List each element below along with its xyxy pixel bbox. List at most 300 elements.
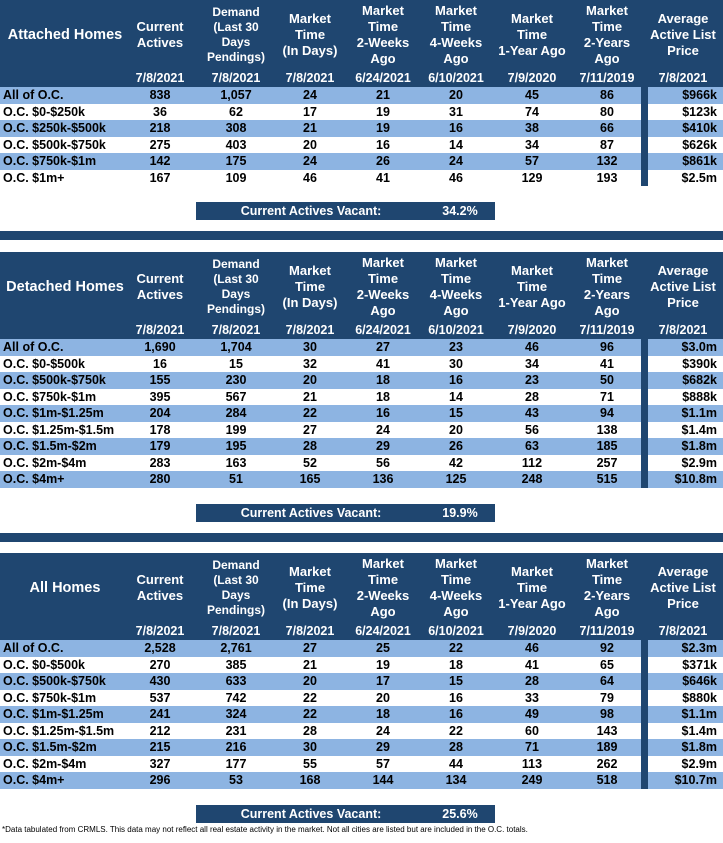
table-cell: 30	[303, 340, 317, 354]
table-cell: 98	[600, 707, 614, 721]
row-label: O.C. $250k-$500k	[3, 121, 106, 135]
table-cell: 20	[303, 137, 317, 152]
row-label: O.C. $500k-$750k	[3, 674, 106, 688]
table-row	[0, 756, 723, 773]
table-cell: 41	[525, 657, 539, 672]
table-cell: 215	[149, 740, 171, 754]
table-cell: 212	[149, 723, 171, 738]
table-cell: 1,704	[220, 340, 252, 354]
table-cell: 230	[225, 373, 247, 387]
column-header: Market Time (In Days)	[282, 564, 338, 611]
table-cell: 34	[525, 356, 539, 371]
table-cell: 60	[525, 723, 539, 738]
price-value: $1.1m	[681, 406, 717, 420]
section-title: Detached Homes	[6, 279, 124, 295]
column-header: Market Time 2-Years Ago	[583, 3, 631, 66]
section-divider	[0, 231, 723, 240]
table-cell: 43	[525, 406, 539, 420]
table-cell: 143	[596, 723, 618, 738]
table-cell: 28	[449, 740, 463, 754]
table-cell: 66	[600, 121, 614, 135]
table-cell: 2,528	[144, 641, 176, 655]
section-divider	[0, 533, 723, 542]
table-cell: 1,690	[144, 340, 176, 354]
column-header: Current Actives	[136, 19, 184, 50]
table-cell: 16	[376, 137, 390, 152]
table-cell: 65	[600, 657, 614, 672]
table-cell: 26	[449, 439, 463, 453]
price-value: $410k	[682, 121, 717, 135]
section-title: All Homes	[29, 580, 101, 596]
table-cell: 96	[600, 340, 614, 354]
table-cell: 51	[229, 472, 243, 486]
table-cell: 129	[521, 170, 543, 185]
table-cell: 53	[229, 773, 243, 787]
table-row	[0, 389, 723, 406]
column-date: 7/8/2021	[658, 624, 708, 638]
table-cell: 275	[149, 137, 171, 152]
price-cell	[641, 657, 723, 674]
table-cell: 24	[376, 422, 390, 437]
table-cell: 395	[149, 389, 171, 404]
table-row	[0, 104, 723, 121]
column-date: 6/24/2021	[355, 624, 411, 638]
table-cell: 25	[376, 641, 390, 655]
price-cell	[641, 104, 723, 121]
column-header: Demand (Last 30 Days Pendings)	[206, 257, 265, 316]
column-header: Market Time 1-Year Ago	[498, 11, 566, 58]
column-header: Market Time 2-Years Ago	[583, 556, 631, 619]
price-cell	[641, 673, 723, 690]
table-cell: 28	[525, 674, 539, 688]
table-header	[0, 553, 723, 640]
table-cell: 16	[376, 406, 390, 420]
table-cell: 23	[525, 373, 539, 387]
table-cell: 284	[225, 406, 247, 420]
table-cell: 86	[600, 88, 614, 102]
table-cell: 29	[376, 740, 390, 754]
table-cell: 216	[225, 740, 247, 754]
table-cell: 29	[376, 439, 390, 453]
row-label: All of O.C.	[3, 340, 64, 354]
table-cell: 112	[521, 455, 543, 470]
table-cell: 18	[376, 373, 390, 387]
column-header: Market Time (In Days)	[282, 11, 338, 58]
row-label: O.C. $1.25m-$1.5m	[3, 422, 115, 437]
table-row	[0, 438, 723, 455]
price-cell	[641, 723, 723, 740]
table-cell: 56	[525, 422, 539, 437]
table-cell: 52	[303, 455, 317, 470]
table-cell: 204	[149, 406, 171, 420]
table-cell: 22	[303, 690, 317, 705]
table-cell: 165	[299, 472, 321, 486]
table-row	[0, 120, 723, 137]
row-label: O.C. $2m-$4m	[3, 455, 87, 470]
table-cell: 175	[225, 154, 247, 168]
price-value: $626k	[682, 137, 717, 152]
vacancy-bar	[196, 202, 495, 220]
table-cell: 21	[376, 88, 390, 102]
table-cell: 16	[153, 356, 167, 371]
column-header: Market Time 1-Year Ago	[498, 564, 566, 611]
price-value: $1.4m	[681, 422, 717, 437]
table-cell: 20	[449, 88, 463, 102]
vacancy-value: 19.9%	[442, 505, 478, 520]
table-cell: 31	[449, 104, 463, 119]
price-cell	[641, 356, 723, 373]
column-date: 7/9/2020	[507, 71, 557, 85]
table-cell: 46	[303, 170, 317, 185]
price-value: $682k	[682, 373, 717, 387]
row-label: O.C. $0-$500k	[3, 356, 85, 371]
row-label: O.C. $0-$500k	[3, 657, 85, 672]
table-cell: 28	[303, 723, 317, 738]
table-cell: 20	[376, 690, 390, 705]
column-date: 7/8/2021	[285, 323, 335, 337]
table-cell: 20	[303, 674, 317, 688]
table-cell: 41	[376, 170, 390, 185]
table-cell: 518	[596, 773, 618, 787]
table-cell: 324	[225, 707, 247, 721]
table-row	[0, 87, 723, 104]
table-cell: 55	[303, 756, 317, 771]
column-date: 6/10/2021	[428, 624, 484, 638]
column-date: 6/24/2021	[355, 71, 411, 85]
column-date: 7/11/2019	[579, 71, 635, 85]
column-date: 7/8/2021	[658, 323, 708, 337]
column-date: 6/10/2021	[428, 323, 484, 337]
table-row	[0, 690, 723, 707]
table-cell: 21	[303, 657, 317, 672]
table-cell: 231	[225, 723, 247, 738]
price-cell	[641, 372, 723, 389]
price-cell	[641, 772, 723, 789]
table-cell: 28	[525, 389, 539, 404]
table-cell: 838	[149, 88, 171, 102]
vacancy-bar	[196, 805, 495, 823]
row-label: O.C. $1.5m-$2m	[3, 439, 97, 453]
table-row	[0, 356, 723, 373]
table-cell: 22	[303, 707, 317, 721]
table-section	[0, 0, 723, 218]
column-header: Market Time 2-Years Ago	[583, 255, 631, 318]
table-row	[0, 339, 723, 356]
table-cell: 262	[596, 756, 618, 771]
column-header: Market Time 2-Weeks Ago	[356, 3, 410, 66]
price-value: $861k	[682, 154, 717, 168]
table-cell: 21	[303, 121, 317, 135]
row-label: O.C. $1.5m-$2m	[3, 740, 97, 754]
table-cell: 15	[449, 406, 463, 420]
table-cell: 32	[303, 356, 317, 371]
table-cell: 71	[600, 389, 614, 404]
table-cell: 567	[225, 389, 247, 404]
column-date: 6/24/2021	[355, 323, 411, 337]
column-date: 7/8/2021	[285, 71, 335, 85]
table-cell: 195	[225, 439, 247, 453]
column-header: Market Time (In Days)	[282, 263, 338, 310]
table-cell: 22	[303, 406, 317, 420]
table-cell: 403	[225, 137, 247, 152]
table-header	[0, 0, 723, 87]
table-cell: 18	[376, 389, 390, 404]
table-cell: 92	[600, 641, 614, 655]
table-cell: 218	[149, 121, 171, 135]
table-cell: 20	[303, 373, 317, 387]
table-cell: 45	[525, 88, 539, 102]
price-cell	[641, 756, 723, 773]
column-header: Demand (Last 30 Days Pendings)	[206, 558, 265, 617]
table-row	[0, 153, 723, 170]
row-label: O.C. $1.25m-$1.5m	[3, 723, 115, 738]
table-cell: 168	[299, 773, 321, 787]
table-cell: 27	[376, 340, 390, 354]
table-cell: 177	[225, 756, 247, 771]
vacancy-label: Current Actives Vacant:	[240, 806, 382, 821]
table-cell: 27	[303, 641, 317, 655]
price-value: $1.8m	[681, 439, 717, 453]
table-row	[0, 372, 723, 389]
price-value: $2.9m	[681, 455, 717, 470]
table-cell: 23	[449, 340, 463, 354]
table-cell: 16	[449, 707, 463, 721]
table-cell: 19	[376, 104, 390, 119]
row-label: O.C. $4m+	[3, 472, 65, 486]
table-row	[0, 137, 723, 154]
row-label: O.C. $4m+	[3, 773, 65, 787]
table-cell: 80	[600, 104, 614, 119]
column-date: 7/8/2021	[211, 323, 261, 337]
column-header: Current Actives	[136, 271, 184, 302]
price-cell	[641, 389, 723, 406]
price-cell	[641, 120, 723, 137]
column-date: 7/11/2019	[579, 624, 635, 638]
price-value: $123k	[682, 104, 717, 119]
table-cell: 742	[225, 690, 247, 705]
table-cell: 41	[600, 356, 614, 371]
price-cell	[641, 153, 723, 170]
price-value: $1.8m	[681, 740, 717, 754]
price-cell	[641, 170, 723, 187]
table-cell: 24	[449, 154, 463, 168]
price-cell	[641, 87, 723, 104]
column-date: 7/9/2020	[507, 624, 557, 638]
column-header: Demand (Last 30 Days Pendings)	[206, 5, 265, 64]
table-row	[0, 657, 723, 674]
table-cell: 241	[149, 707, 171, 721]
table-cell: 185	[596, 439, 618, 453]
table-cell: 30	[303, 740, 317, 754]
price-cell	[641, 339, 723, 356]
price-cell	[641, 137, 723, 154]
table-cell: 36	[153, 104, 167, 119]
table-row	[0, 673, 723, 690]
price-value: $390k	[682, 356, 717, 371]
table-cell: 296	[149, 773, 171, 787]
table-cell: 142	[149, 154, 171, 168]
column-date: 7/8/2021	[135, 624, 185, 638]
table-cell: 178	[149, 422, 171, 437]
table-cell: 136	[372, 472, 394, 486]
table-cell: 125	[445, 472, 467, 486]
price-cell	[641, 706, 723, 723]
table-cell: 199	[225, 422, 247, 437]
table-cell: 24	[303, 154, 317, 168]
column-header: Average Active List Price	[650, 263, 716, 310]
price-cell	[641, 690, 723, 707]
table-cell: 50	[600, 373, 614, 387]
table-cell: 193	[596, 170, 618, 185]
price-value: $646k	[682, 674, 717, 688]
vacancy-label: Current Actives Vacant:	[240, 505, 382, 520]
table-cell: 94	[600, 406, 614, 420]
table-row	[0, 455, 723, 472]
table-cell: 57	[525, 154, 539, 168]
table-cell: 24	[303, 88, 317, 102]
table-cell: 28	[303, 439, 317, 453]
row-label: O.C. $750k-$1m	[3, 690, 97, 705]
column-date: 7/9/2020	[507, 323, 557, 337]
row-label: O.C. $750k-$1m	[3, 154, 97, 168]
table-cell: 20	[449, 422, 463, 437]
table-cell: 56	[376, 455, 390, 470]
table-cell: 14	[449, 389, 463, 404]
table-row	[0, 772, 723, 789]
table-cell: 18	[376, 707, 390, 721]
price-value: $2.5m	[681, 170, 717, 185]
table-cell: 24	[376, 723, 390, 738]
table-cell: 46	[525, 641, 539, 655]
price-cell	[641, 739, 723, 756]
table-cell: 27	[303, 422, 317, 437]
table-row	[0, 405, 723, 422]
table-cell: 71	[525, 740, 539, 754]
vacancy-bar	[196, 504, 495, 522]
table-cell: 167	[149, 170, 171, 185]
table-cell: 26	[376, 154, 390, 168]
row-label: All of O.C.	[3, 88, 64, 102]
table-cell: 16	[449, 121, 463, 135]
table-cell: 34	[525, 137, 539, 152]
table-row	[0, 723, 723, 740]
table-cell: 38	[525, 121, 539, 135]
table-cell: 17	[376, 674, 390, 688]
table-cell: 109	[225, 170, 247, 185]
row-label: O.C. $500k-$750k	[3, 137, 106, 152]
table-cell: 189	[596, 740, 618, 754]
table-cell: 62	[229, 104, 243, 119]
row-label: O.C. $1m-$1.25m	[3, 406, 104, 420]
table-cell: 537	[149, 690, 171, 705]
table-cell: 113	[521, 756, 543, 771]
table-cell: 248	[521, 472, 543, 486]
table-cell: 16	[449, 690, 463, 705]
table-cell: 46	[449, 170, 463, 185]
table-cell: 430	[149, 674, 171, 688]
price-cell	[641, 422, 723, 439]
column-date: 6/10/2021	[428, 71, 484, 85]
table-cell: 46	[525, 340, 539, 354]
price-value: $371k	[682, 657, 717, 672]
table-cell: 18	[449, 657, 463, 672]
price-value: $888k	[682, 389, 717, 404]
row-label: O.C. $1m+	[3, 170, 65, 185]
table-cell: 257	[596, 455, 618, 470]
table-section	[0, 252, 723, 520]
table-cell: 633	[225, 674, 247, 688]
table-cell: 16	[449, 373, 463, 387]
price-value: $1.1m	[681, 707, 717, 721]
column-date: 7/11/2019	[579, 323, 635, 337]
row-label: O.C. $750k-$1m	[3, 389, 97, 404]
table-cell: 63	[525, 439, 539, 453]
column-date: 7/8/2021	[285, 624, 335, 638]
table-cell: 33	[525, 690, 539, 705]
row-label: O.C. $500k-$750k	[3, 373, 106, 387]
table-cell: 44	[449, 756, 463, 771]
column-header: Average Active List Price	[650, 11, 716, 58]
column-header: Average Active List Price	[650, 564, 716, 611]
table-cell: 64	[600, 674, 614, 688]
table-cell: 155	[149, 373, 171, 387]
price-value: $966k	[682, 88, 717, 102]
price-value: $10.8m	[674, 472, 717, 486]
table-cell: 22	[449, 723, 463, 738]
price-cell	[641, 438, 723, 455]
table-row	[0, 739, 723, 756]
vacancy-value: 34.2%	[442, 204, 478, 218]
table-cell: 163	[225, 455, 247, 470]
table-row	[0, 640, 723, 657]
table-cell: 2,761	[220, 641, 252, 655]
price-cell	[641, 640, 723, 657]
table-cell: 19	[376, 121, 390, 135]
table-row	[0, 471, 723, 488]
column-header: Market Time 2-Weeks Ago	[356, 556, 410, 619]
price-value: $880k	[682, 690, 717, 705]
price-cell	[641, 471, 723, 488]
table-cell: 41	[376, 356, 390, 371]
table-row	[0, 422, 723, 439]
table-cell: 249	[521, 773, 543, 787]
row-label: All of O.C.	[3, 641, 64, 655]
column-date: 7/8/2021	[658, 71, 708, 85]
table-cell: 15	[449, 674, 463, 688]
table-cell: 17	[303, 104, 317, 119]
price-value: $1.4m	[681, 723, 717, 738]
table-cell: 270	[149, 657, 171, 672]
table-cell: 42	[449, 455, 463, 470]
section-title: Attached Homes	[7, 27, 123, 43]
table-row	[0, 170, 723, 187]
table-cell: 14	[449, 137, 463, 152]
table-cell: 87	[600, 137, 614, 152]
column-header: Market Time 4-Weeks Ago	[429, 255, 483, 318]
row-label: O.C. $1m-$1.25m	[3, 707, 104, 721]
table-cell: 49	[525, 707, 539, 721]
table-cell: 515	[596, 472, 618, 486]
table-cell: 22	[449, 641, 463, 655]
column-header: Market Time 4-Weeks Ago	[429, 3, 483, 66]
table-cell: 19	[376, 657, 390, 672]
table-section	[0, 553, 723, 821]
table-cell: 74	[525, 104, 539, 119]
table-cell: 21	[303, 389, 317, 404]
table-cell: 179	[149, 439, 171, 453]
column-date: 7/8/2021	[211, 624, 261, 638]
table-cell: 57	[376, 756, 390, 771]
